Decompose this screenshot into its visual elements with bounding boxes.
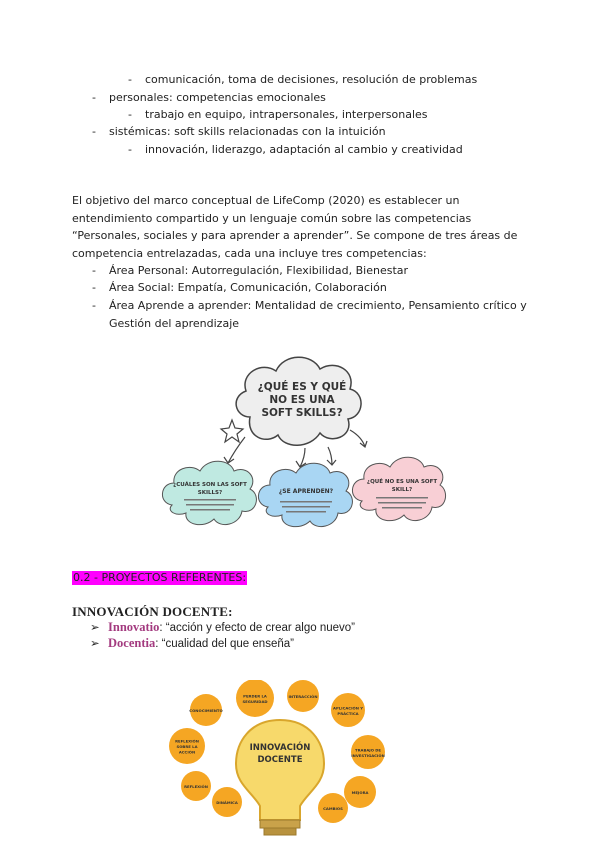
list-item: innovación, liderazgo, adaptación al cambio y creatividad: [145, 143, 463, 156]
cloud-left-line: ¿CUÁLES SON LAS SOFT: [173, 482, 247, 488]
cloud-main: [236, 357, 361, 445]
list-dash: -: [92, 281, 96, 294]
text-lines: [184, 499, 236, 501]
concept-label: SOBRE LA: [176, 744, 198, 749]
list-item: sistémicas: soft skills relacionadas con la intuición: [109, 125, 386, 138]
list-dash: -: [92, 299, 96, 312]
list-dash: -: [92, 125, 96, 138]
definition-term: Docentia: [108, 636, 156, 650]
cloud-main-line: ¿QUÉ ES Y QUÉ: [257, 381, 347, 393]
cloud-left: [162, 461, 256, 524]
bulb-center-line: INNOVACIÓN: [249, 743, 311, 753]
soft-skills-diagram: [150, 345, 450, 550]
list-item: comunicación, toma de decisiones, resolución de problemas: [145, 73, 478, 86]
text-lines: [190, 509, 230, 511]
bulb-center-line: DOCENTE: [257, 755, 303, 765]
concept-label: INTERACCIÓN: [288, 694, 318, 699]
definition-item: [90, 636, 294, 652]
text-lines: [376, 497, 428, 499]
innovacion-docente-diagram: [160, 680, 400, 840]
list-dash: -: [128, 143, 132, 156]
concept-label: PERDER LA: [243, 693, 267, 699]
list-dash: -: [92, 264, 96, 277]
concept-label: REFLEXIÓN: [184, 784, 208, 789]
list-item: trabajo en equipo, intrapersonales, interpersonales: [145, 108, 428, 121]
area-item: Área Personal: Autorregulación, Flexibilidad, Bienestar: [109, 264, 409, 277]
concept-label: DINÁMICA: [216, 800, 238, 805]
innovacion-heading: INNOVACIÓN DOCENTE:: [72, 604, 233, 619]
cloud-main-line: NO ES UNA: [269, 394, 335, 406]
area-item: Área Social: Empatía, Comunicación, Colaboración: [109, 281, 387, 294]
cloud-middle-line: ¿SE APRENDEN?: [278, 488, 334, 495]
cloud-left-line: SKILLS?: [197, 490, 223, 496]
definition-term: Innovatio: [108, 620, 160, 634]
concept-label: APLICACIÓN Y: [333, 705, 363, 711]
arrow-icon: [327, 447, 336, 465]
text-lines: [282, 506, 330, 508]
concept-label: SEGURIDAD: [242, 698, 268, 704]
cloud-middle: [258, 463, 352, 526]
arrow-icon: [350, 430, 367, 447]
area-item: Área Aprende a aprender: Mentalidad de crecimiento, Pensamiento crítico y Gestión del aprendizaje: [109, 299, 527, 330]
list-dash: -: [128, 73, 132, 86]
list-item: personales: competencias emocionales: [109, 91, 326, 104]
concept-label: CAMBIOS: [323, 806, 343, 811]
definition-text: : “acción y efecto de crear algo nuevo”: [159, 622, 356, 634]
concept-label: REFLEXIÓN: [175, 738, 199, 744]
concept-label: TRABAJO DE: [355, 747, 381, 753]
arrow-bullet-icon: ➢: [90, 622, 100, 634]
concept-label: ACCIÓN: [178, 749, 196, 755]
cloud-right-line: ¿QUÉ NO ES UNA SOFT: [366, 479, 438, 485]
bulb-icon: [236, 720, 324, 835]
concept-label: MEJORA: [351, 790, 369, 795]
definition-text: : “cualidad del que enseña”: [155, 638, 294, 650]
list-dash: -: [92, 91, 96, 104]
concept-label: PRÁCTICA: [337, 710, 359, 716]
text-lines: [382, 507, 422, 509]
star-icon: [221, 420, 243, 442]
definition-item: [90, 620, 355, 636]
arrow-bullet-icon: ➢: [90, 638, 100, 650]
text-lines: [286, 511, 326, 513]
text-lines: [378, 502, 426, 504]
cloud-main-line: SOFT SKILLS?: [261, 407, 343, 419]
text-lines: [280, 501, 332, 503]
concept-label: INVESTIGACIÓN: [351, 752, 385, 758]
cloud-right-line: SKILL?: [391, 487, 413, 493]
text-lines: [186, 504, 234, 506]
lifecomp-paragraph: El objetivo del marco conceptual de LifeComp (2020) es establecer un entendimiento compartido y un lenguaje común sobre las competencias “Personales, sociales y para aprender a aprender”. Se compone de tres áreas de competencia entrelazadas, cada una incluye tres competencias:: [72, 194, 518, 260]
cloud-right: [352, 457, 445, 520]
list-dash: -: [128, 108, 132, 121]
section-title: 0.2 - PROYECTOS REFERENTES:: [73, 571, 247, 584]
concept-label: CONOCIMIENTO: [189, 708, 223, 713]
arrow-icon: [296, 448, 306, 467]
